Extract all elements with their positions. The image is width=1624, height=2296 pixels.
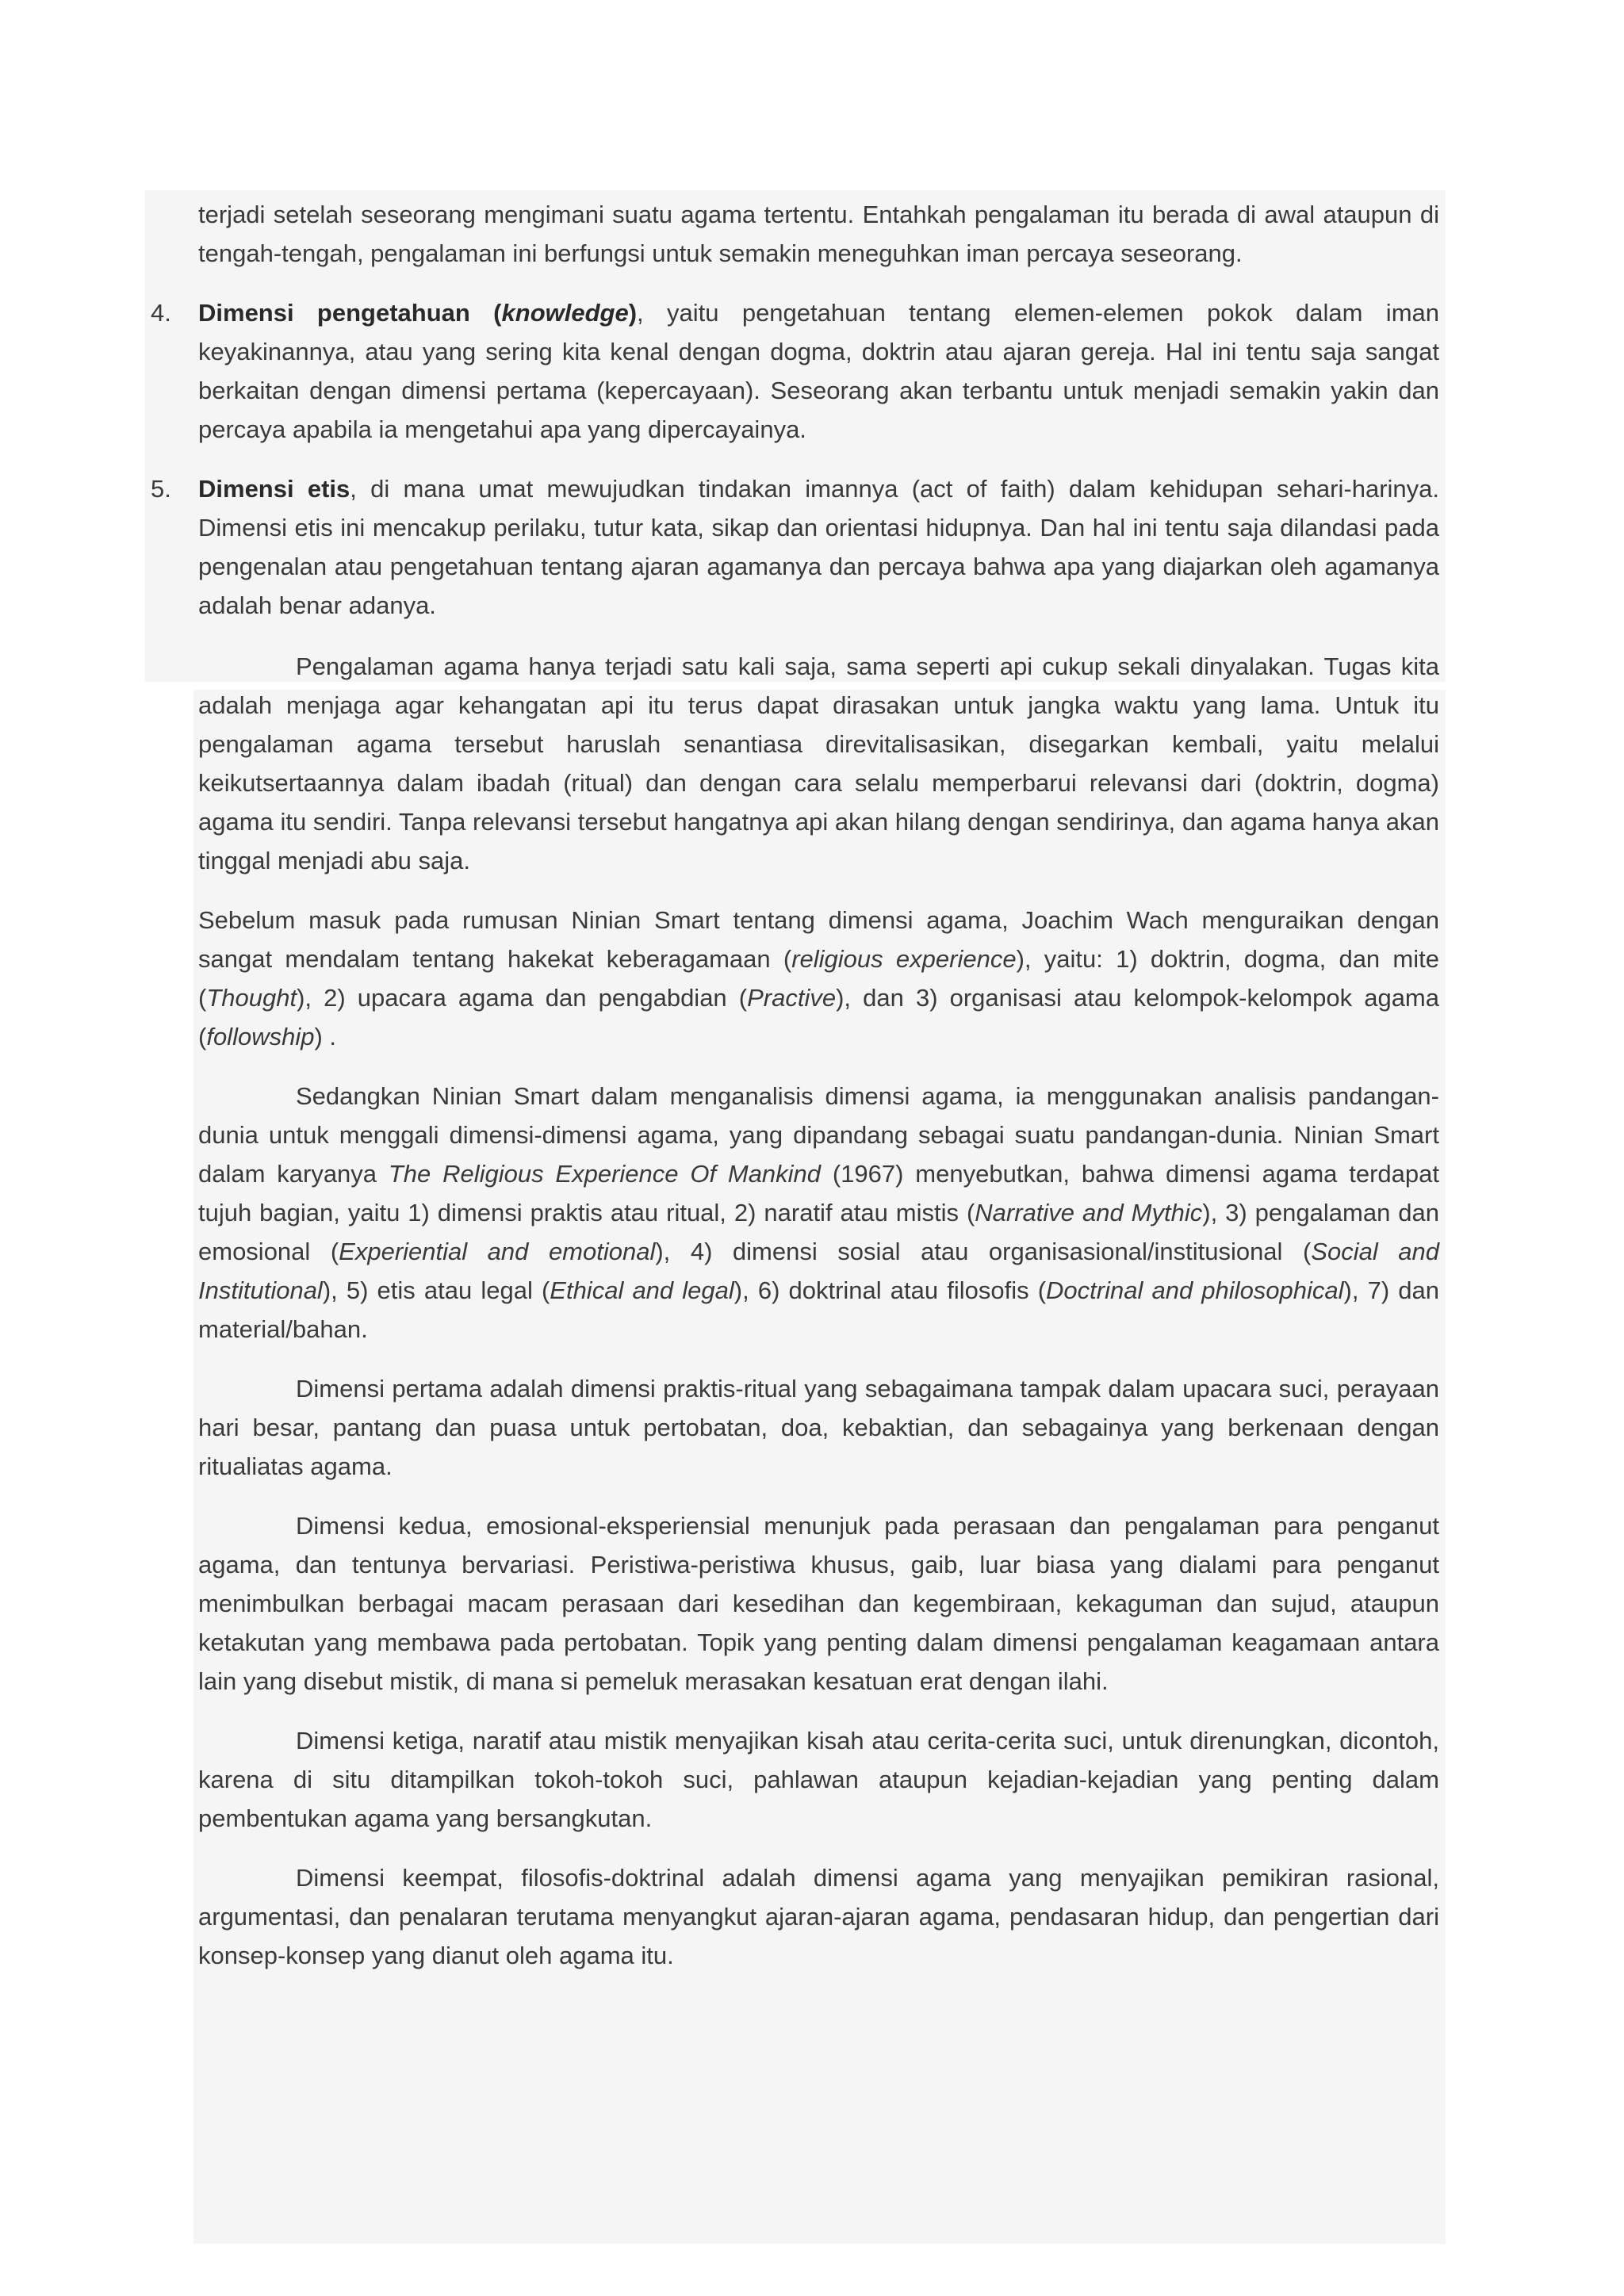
list-item-continuation: terjadi setelah seseorang mengimani suatu agama tertentu. Entahkah pengalaman itu berada di awal ataupun di tengah-tengah, pengalaman ini berfungsi untuk semakin meneguhkan iman percaya seseorang.: [198, 201, 1439, 267]
paragraph-pengalaman-agama: Pengalaman agama hanya terjadi satu kali saja, sama seperti api cukup sekali dinyalakan. Tugas kita adalah menjaga agar kehangatan api itu terus dapat dirasakan untuk jangka waktu yang lama. Untuk itu pengalaman agama tersebut haruslah senantiasa direvitalisasikan, disegarkan kembali, yaitu melalui keikutsertaannya dalam ibadah (ritual) dan dengan cara selalu memperbarui relevansi dari (doktrin, dogma) agama itu sendiri. Tanpa relevansi tersebut hangatnya api akan hilang dengan sendirinya, dan agama hanya akan tinggal menjadi abu saja.: [198, 652, 1439, 874]
list-item-4: [151, 293, 1440, 449]
document-body: [151, 195, 1440, 1996]
paragraph-ninian-smart: Sedangkan Ninian Smart dalam menganalisis dimensi agama, ia menggunakan analisis pandangan-dunia untuk menggali dimensi-dimensi agama, yang dipandang sebagai suatu pandangan-dunia. Ninian Smart dalam karyanya The Religious Experience Of Mankind (1967) menyebutkan, bahwa dimensi agama terdapat tujuh bagian, yaitu 1) dimensi praktis atau ritual, 2) naratif atau mistis (Narrative and Mythic), 3) pengalaman dan emosional (Experiential and emotional), 4) dimensi sosial atau organisasional/institusional (Social and Institutional), 5) etis atau legal (Ethical and legal), 6) doktrinal atau filosofis (Doctrinal and philosophical), 7) dan material/bahan.: [198, 1082, 1439, 1343]
term-bold: Dimensi etis: [198, 475, 350, 503]
paragraph-joachim-wach: Sebelum masuk pada rumusan Ninian Smart tentang dimensi agama, Joachim Wach menguraikan dengan sangat mendalam tentang hakekat keberagamaan (religious experience), yaitu: 1) doktrin, dogma, dan mite (Thought), 2) upacara agama dan pengabdian (Practive), dan 3) organisasi atau kelompok-kelompok agama (followship) .: [198, 906, 1439, 1050]
list-number: 5.: [151, 475, 171, 503]
paragraph-dimensi-ketiga: Dimensi ketiga, naratif atau mistik menyajikan kisah atau cerita-cerita suci, untuk direnungkan, dicontoh, karena di situ ditampilkan tokoh-tokoh suci, pahlawan ataupun kejadian-kejadian yang penting dalam pembentukan agama yang bersangkutan.: [198, 1727, 1439, 1832]
list-item-text: , yaitu pengetahuan tentang elemen-elemen pokok dalam iman keyakinannya, atau yang sering kita kenal dengan dogma, doktrin atau ajaran gereja. Hal ini tentu saja sangat berkaitan dengan dimensi pertama (kepercayaan). Seseorang akan terbantu untuk menjadi semakin yakin dan percaya apabila ia mengetahui apa yang dipercayainya.: [198, 299, 1440, 443]
list-number: 4.: [151, 299, 171, 327]
paragraph-dimensi-keempat: Dimensi keempat, filosofis-doktrinal adalah dimensi agama yang menyajikan pemikiran rasional, argumentasi, dan penalaran terutama menyangkut ajaran-ajaran agama, pendasaran hidup, dan pengertian dari konsep-konsep yang dianut oleh agama itu.: [198, 1864, 1439, 1969]
term-bold: Dimensi pengetahuan (knowledge): [198, 299, 638, 327]
list-item-text: , di mana umat mewujudkan tindakan imannya (act of faith) dalam kehidupan sehari-harinya. Dimensi etis ini mencakup perilaku, tutur kata, sikap dan orientasi hidupnya. Dan hal ini tentu saja dilandasi pada pengenalan atau pengetahuan tentang ajaran agamanya dan percaya bahwa apa yang diajarkan oleh agamanya adalah benar adanya.: [198, 475, 1439, 619]
list-item-5: [151, 469, 1439, 625]
paragraph-dimensi-pertama: Dimensi pertama adalah dimensi praktis-ritual yang sebagaimana tampak dalam upacara suci, perayaan hari besar, pantang dan puasa untuk pertobatan, doa, kebaktian, dan sebagainya yang berkenaan dengan ritualiatas agama.: [198, 1375, 1439, 1480]
paragraph-dimensi-kedua: Dimensi kedua, emosional-eksperiensial menunjuk pada perasaan dan pengalaman para penganut agama, dan tentunya bervariasi. Peristiwa-peristiwa khusus, gaib, luar biasa yang dialami para penganut menimbulkan berbagai macam perasaan dari kesedihan dan kegembiraan, kekaguman dan sujud, ataupun ketakutan yang membawa pada pertobatan. Topik yang penting dalam dimensi pengalaman keagamaan antara lain yang disebut mistik, di mana si pemeluk merasakan kesatuan erat dengan ilahi.: [198, 1512, 1439, 1695]
